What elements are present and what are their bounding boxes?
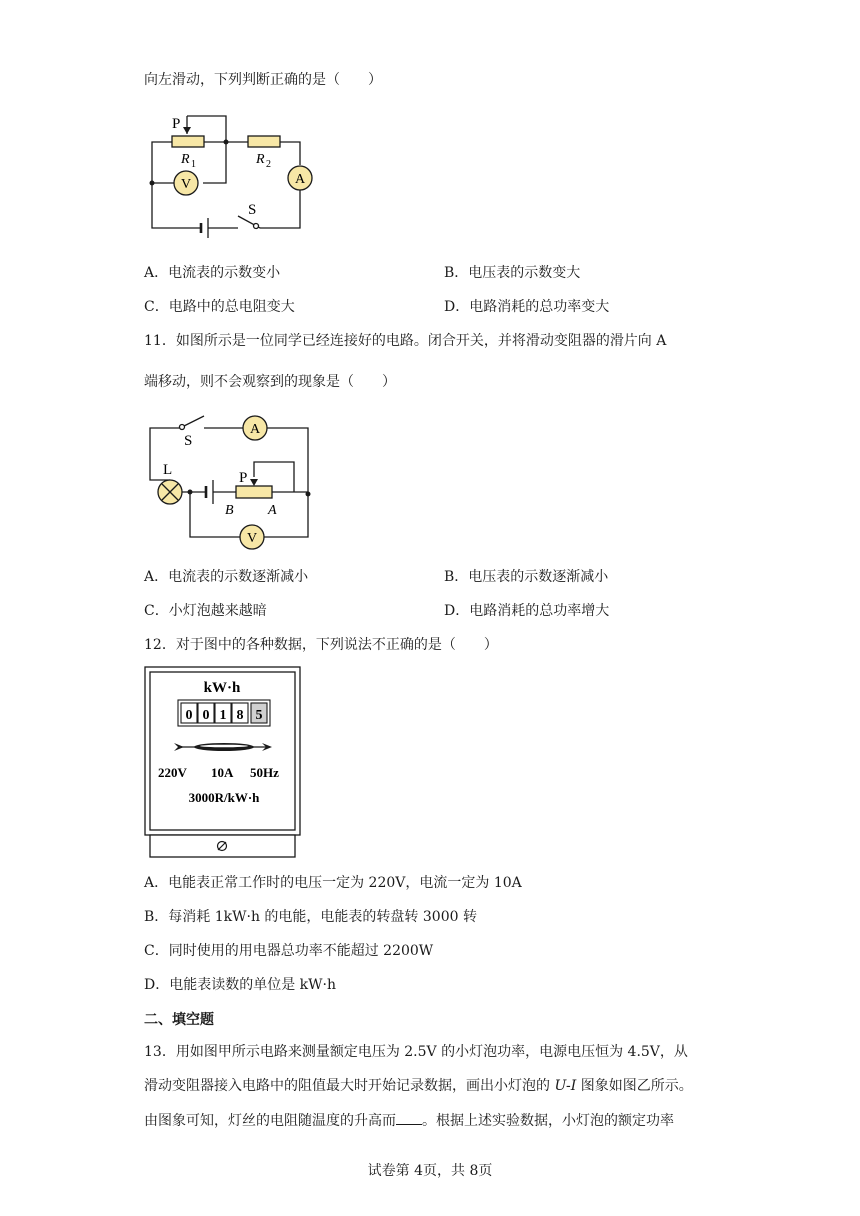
q11-lamp-label: L (163, 462, 173, 478)
q11-slider-label: P (239, 470, 248, 486)
q11-option-c: C．小灯泡越来越暗 (144, 603, 267, 619)
q13-line2-part-a: 滑动变阻器接入电路中的阻值最大时开始记录数据，画出小灯泡的 (144, 1078, 555, 1094)
q12-electric-meter (144, 666, 304, 860)
q10-option-a: A．电流表的示数变小 (144, 265, 281, 281)
meter-digit-5: 5 (255, 708, 263, 723)
meter-spec-current: 10A (211, 765, 234, 780)
q13-line3 (144, 1110, 674, 1131)
q10-label-p: P (172, 116, 181, 132)
q13-line3-part-b: 。根据上述实验数据，小灯泡的额定功率 (422, 1113, 674, 1129)
q13-line3-part-a: 由图象可知，灯丝的电阻随温度的升高而 (144, 1113, 396, 1129)
page-footer: 试卷第 4页，共 8页 (367, 1163, 493, 1179)
section-title: 二、填空题 (144, 1012, 214, 1028)
q13-line2-part-b: 图象如图乙所示。 (576, 1078, 693, 1094)
q12-stem: 12．对于图中的各种数据，下列说法不正确的是（ ） (144, 637, 498, 653)
meter-spec-frequency: 50Hz (250, 765, 279, 780)
q11-stem-line2: 端移动，则不会观察到的现象是（ ） (144, 374, 396, 390)
q13-line2-variable: U-I (554, 1078, 577, 1094)
meter-spec-voltage: 220V (158, 765, 187, 780)
q10-voltmeter-label: V (181, 177, 192, 192)
q11-circuit-diagram (140, 410, 320, 555)
q11-option-a: A．电流表的示数逐渐减小 (144, 569, 309, 585)
meter-rev-constant: 3000R/kW·h (188, 790, 260, 805)
q12-option-d: D．电能表读数的单位是 kW·h (144, 977, 337, 993)
q10-stem-tail: 向左滑动，下列判断正确的是（ ） (144, 72, 382, 88)
meter-digit-3: 1 (219, 708, 227, 723)
meter-digit-1: 0 (185, 708, 193, 723)
q13-line2 (144, 1076, 693, 1096)
q13-answer-blank[interactable] (396, 1110, 422, 1125)
meter-digit-4: 8 (236, 708, 244, 723)
q10-circuit-diagram (140, 110, 330, 245)
q11-ammeter-label: A (250, 422, 261, 437)
q10-option-d: D．电路消耗的总功率变大 (444, 299, 610, 315)
q12-option-a: A．电能表正常工作时的电压一定为 220V，电流一定为 10A (144, 875, 522, 891)
q11-voltmeter-label: V (247, 531, 258, 546)
q10-ammeter-label: A (295, 172, 306, 187)
q10-option-b: B．电压表的示数变大 (444, 265, 581, 281)
q12-option-c: C．同时使用的用电器总功率不能超过 2200W (144, 943, 434, 959)
q10-label-r2: R (256, 152, 265, 167)
q11-option-b: B．电压表的示数逐渐减小 (444, 569, 609, 585)
q10-switch-label: S (248, 202, 257, 218)
meter-unit-label: kW·h (203, 680, 241, 696)
q12-option-b: B．每消耗 1kW·h 的电能，电能表的转盘转 3000 转 (144, 909, 477, 925)
q11-option-d: D．电路消耗的总功率增大 (444, 603, 610, 619)
meter-digit-2: 0 (202, 708, 210, 723)
q10-label-r1-sub: 1 (191, 159, 196, 170)
q11-end-a-label: A (268, 503, 277, 518)
q10-label-r2-sub: 2 (266, 159, 271, 170)
q11-stem-line1: 11．如图所示是一位同学已经连接好的电路。闭合开关，并将滑动变阻器的滑片向 A (144, 333, 667, 349)
q11-end-b-label: B (225, 503, 234, 518)
q13-line1: 13．用如图甲所示电路来测量额定电压为 2.5V 的小灯泡功率，电源电压恒为 4.5V，从 (144, 1044, 688, 1060)
q11-switch-label: S (184, 433, 193, 449)
q10-label-r1: R (181, 152, 190, 167)
q10-option-c: C．电路中的总电阻变大 (144, 299, 295, 315)
